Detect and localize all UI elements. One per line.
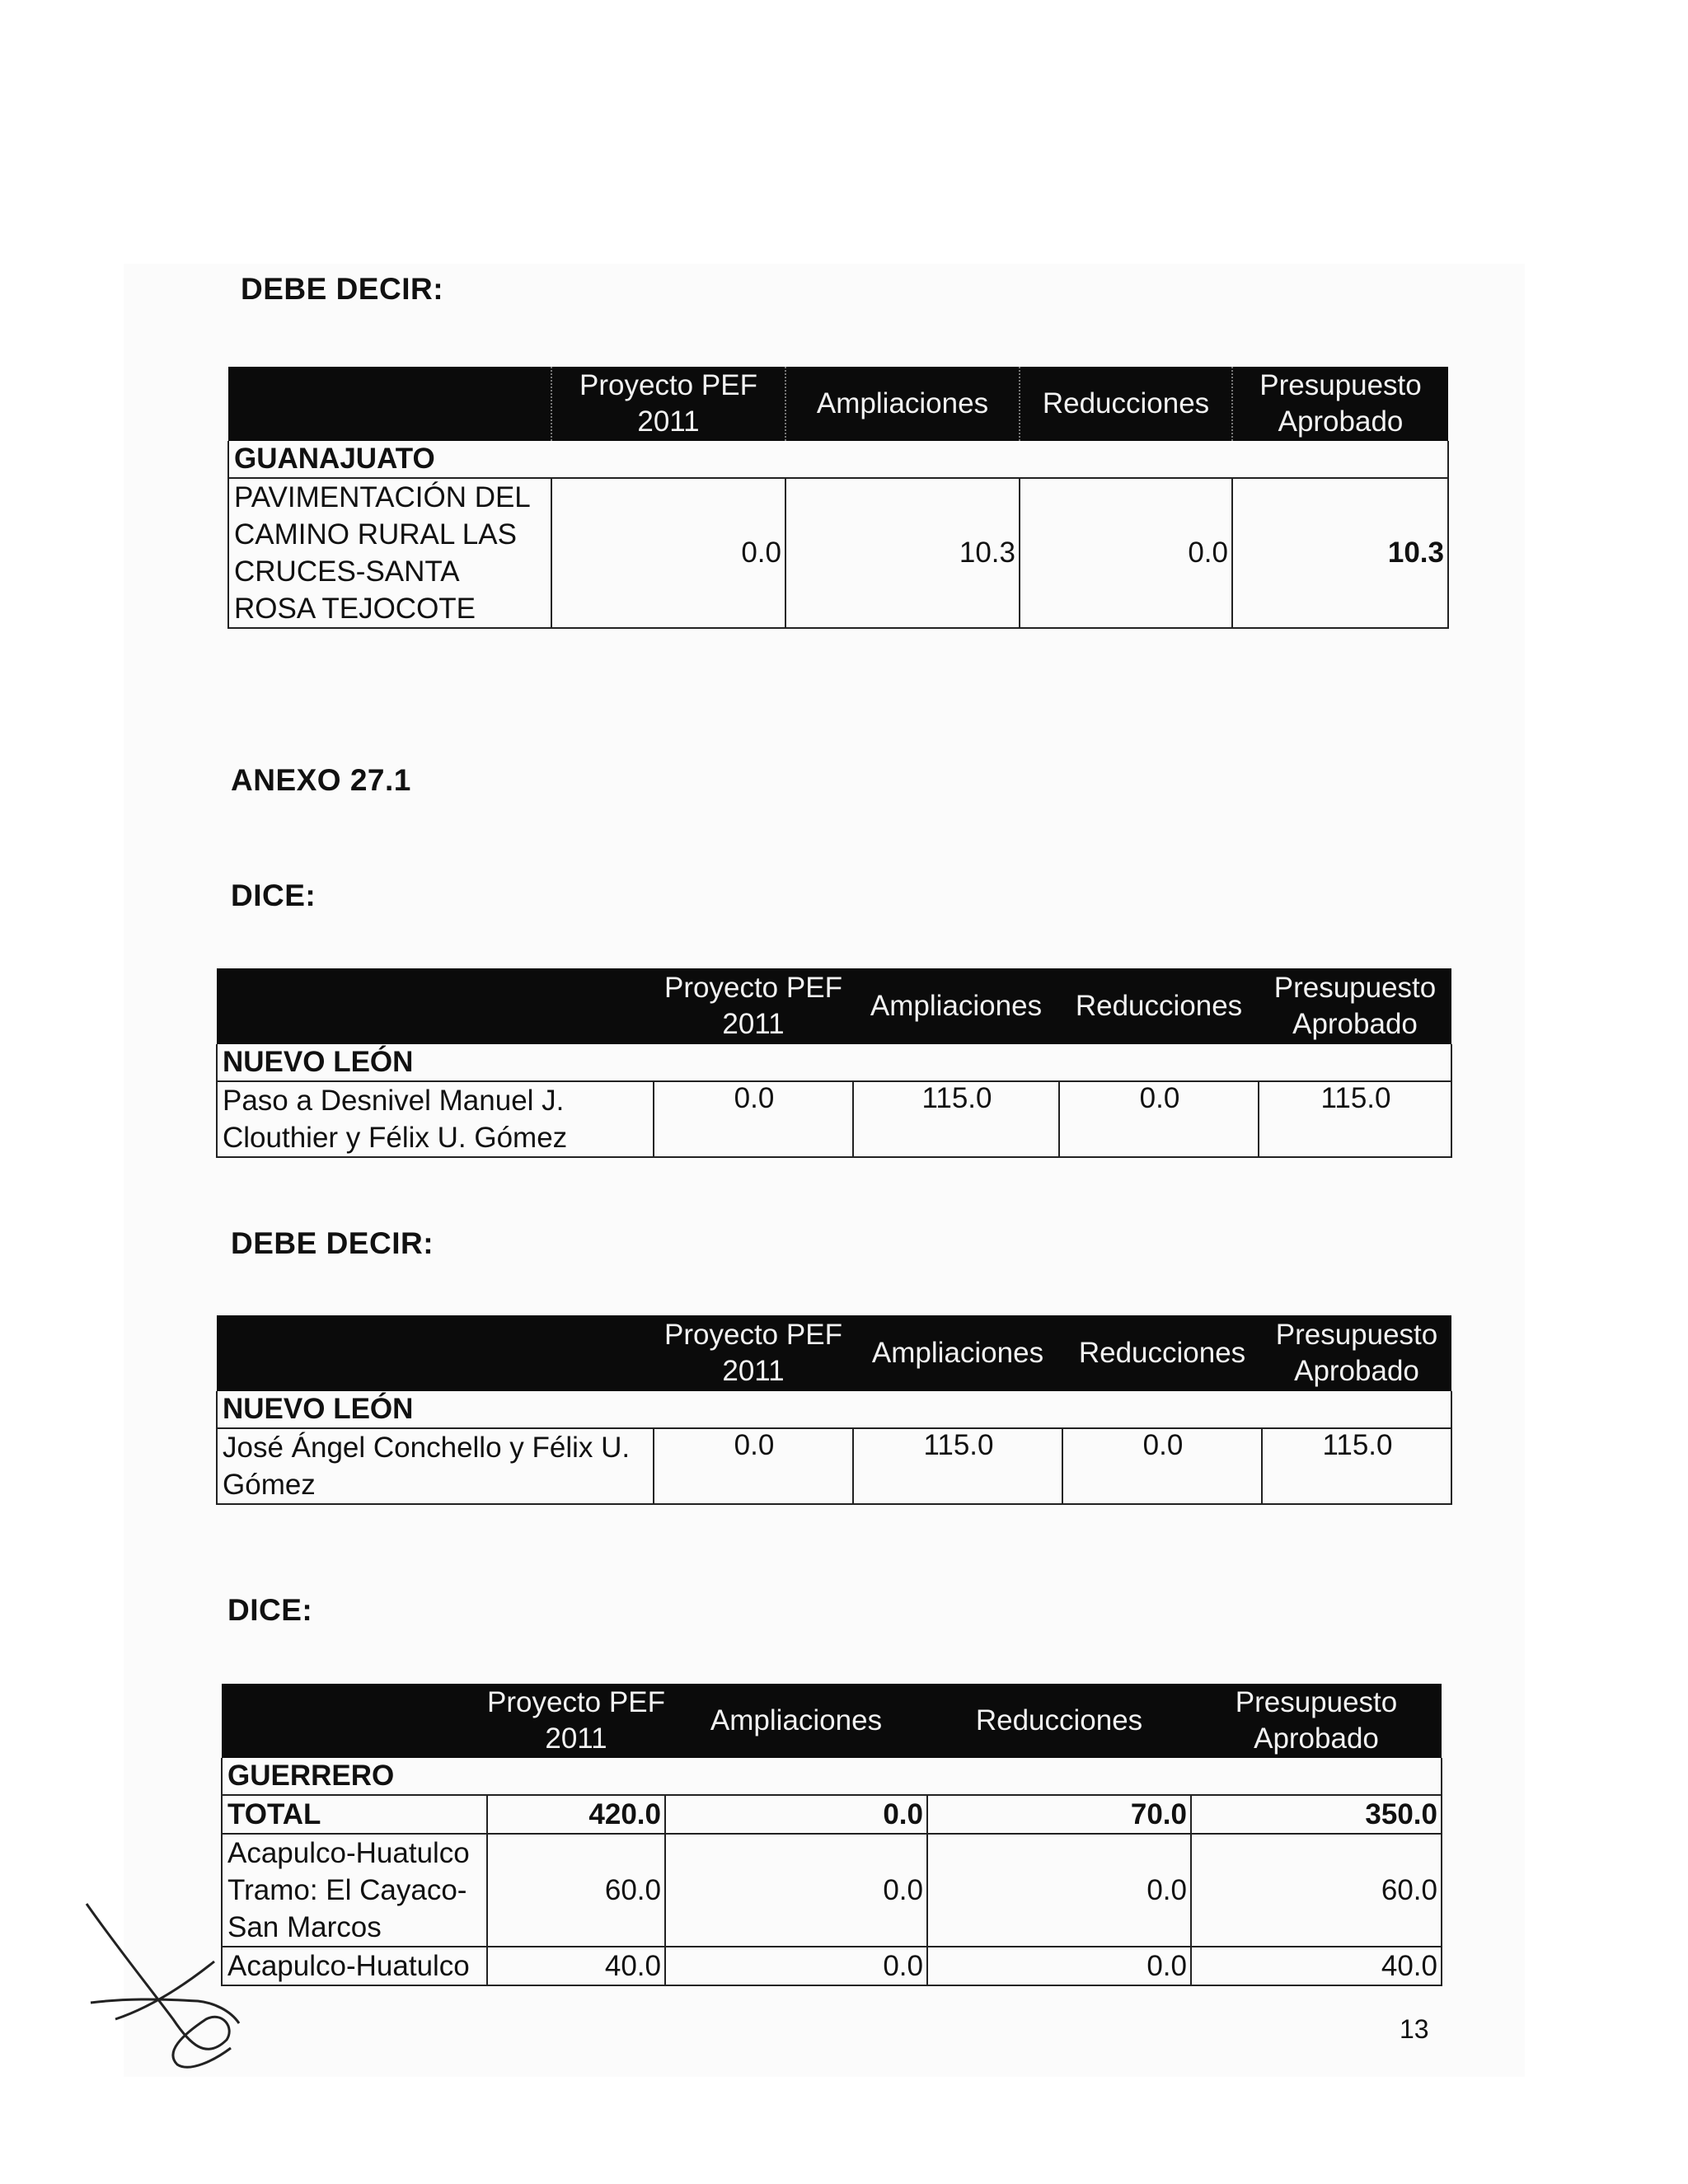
cell-ampliaciones: 115.0 bbox=[853, 1428, 1062, 1504]
state-row bbox=[217, 1391, 1451, 1428]
cell-proyecto: 0.0 bbox=[654, 1428, 853, 1504]
table-row bbox=[217, 1428, 1451, 1504]
cell-presupuesto: 10.3 bbox=[1232, 478, 1448, 628]
column-header-ampliaciones: Ampliaciones bbox=[853, 968, 1059, 1044]
cell-reducciones: 0.0 bbox=[1062, 1428, 1262, 1504]
column-header-reducciones: Reducciones bbox=[927, 1684, 1191, 1758]
table-row bbox=[228, 478, 1448, 628]
cell-reducciones: 0.0 bbox=[1020, 478, 1232, 628]
column-header-reducciones: Reducciones bbox=[1059, 968, 1259, 1044]
budget-table-guerrero bbox=[221, 1684, 1442, 1986]
header-blank bbox=[217, 968, 654, 1044]
section-heading-dice: DICE: bbox=[231, 879, 316, 912]
row-name: TOTAL bbox=[222, 1795, 487, 1834]
cell-proyecto: 60.0 bbox=[487, 1834, 665, 1947]
cell-proyecto: 0.0 bbox=[551, 478, 785, 628]
table-header-row bbox=[222, 1684, 1442, 1758]
table-row bbox=[217, 1081, 1451, 1157]
cell-proyecto: 40.0 bbox=[487, 1947, 665, 1985]
table-row bbox=[222, 1947, 1442, 1985]
cell-ampliaciones: 115.0 bbox=[853, 1081, 1059, 1157]
table-header-row bbox=[228, 367, 1448, 441]
row-name: Paso a Desnivel Manuel J. Clouthier y Félix U. Gómez bbox=[217, 1081, 654, 1157]
header-blank bbox=[217, 1315, 654, 1391]
section-heading-debe-decir: DEBE DECIR: bbox=[241, 272, 444, 306]
column-header-reducciones: Reducciones bbox=[1062, 1315, 1262, 1391]
state-label: GUERRERO bbox=[222, 1758, 1442, 1795]
column-header-ampliaciones: Ampliaciones bbox=[665, 1684, 927, 1758]
annex-title: ANEXO 27.1 bbox=[231, 763, 411, 797]
table-row bbox=[222, 1834, 1442, 1947]
cell-reducciones: 0.0 bbox=[927, 1947, 1191, 1985]
table-header-row bbox=[217, 968, 1451, 1044]
state-row bbox=[228, 441, 1448, 478]
section-heading-debe-decir: DEBE DECIR: bbox=[231, 1226, 434, 1260]
column-header-proyecto: Proyecto PEF 2011 bbox=[654, 1315, 853, 1391]
column-header-ampliaciones: Ampliaciones bbox=[853, 1315, 1062, 1391]
cell-presupuesto: 40.0 bbox=[1191, 1947, 1442, 1985]
column-header-presupuesto: Presupuesto Aprobado bbox=[1191, 1684, 1442, 1758]
row-name: José Ángel Conchello y Félix U. Gómez bbox=[217, 1428, 654, 1504]
cell-ampliaciones: 0.0 bbox=[665, 1834, 927, 1947]
signature-mark bbox=[82, 1896, 247, 2077]
cell-ampliaciones: 10.3 bbox=[785, 478, 1020, 628]
cell-reducciones: 0.0 bbox=[927, 1834, 1191, 1947]
column-header-proyecto: Proyecto PEF 2011 bbox=[551, 367, 785, 441]
cell-ampliaciones: 0.0 bbox=[665, 1795, 927, 1834]
budget-table-nuevo-leon-debe-decir bbox=[216, 1315, 1452, 1505]
state-label: NUEVO LEÓN bbox=[217, 1044, 1451, 1081]
header-blank bbox=[228, 367, 551, 441]
cell-presupuesto: 60.0 bbox=[1191, 1834, 1442, 1947]
column-header-presupuesto: Presupuesto Aprobado bbox=[1259, 968, 1451, 1044]
column-header-proyecto: Proyecto PEF 2011 bbox=[487, 1684, 665, 1758]
state-row bbox=[217, 1044, 1451, 1081]
budget-table-guanajuato bbox=[227, 367, 1449, 629]
state-label: GUANAJUATO bbox=[228, 441, 1448, 478]
column-header-reducciones: Reducciones bbox=[1020, 367, 1232, 441]
section-heading-dice: DICE: bbox=[227, 1593, 313, 1627]
column-header-presupuesto: Presupuesto Aprobado bbox=[1232, 367, 1448, 441]
cell-presupuesto: 115.0 bbox=[1259, 1081, 1451, 1157]
row-name: Acapulco-Huatulco bbox=[222, 1947, 487, 1985]
cell-presupuesto: 350.0 bbox=[1191, 1795, 1442, 1834]
column-header-presupuesto: Presupuesto Aprobado bbox=[1262, 1315, 1451, 1391]
state-row bbox=[222, 1758, 1442, 1795]
table-header-row bbox=[217, 1315, 1451, 1391]
column-header-proyecto: Proyecto PEF 2011 bbox=[654, 968, 853, 1044]
cell-proyecto: 420.0 bbox=[487, 1795, 665, 1834]
page-number: 13 bbox=[1400, 2014, 1429, 2044]
row-name: PAVIMENTACIÓN DEL CAMINO RURAL LAS CRUCES-SANTA ROSA TEJOCOTE bbox=[228, 478, 551, 628]
cell-reducciones: 0.0 bbox=[1059, 1081, 1259, 1157]
cell-ampliaciones: 0.0 bbox=[665, 1947, 927, 1985]
cell-proyecto: 0.0 bbox=[654, 1081, 853, 1157]
row-name: Acapulco-Huatulco Tramo: El Cayaco-San Marcos bbox=[222, 1834, 487, 1947]
state-label: NUEVO LEÓN bbox=[217, 1391, 1451, 1428]
cell-reducciones: 70.0 bbox=[927, 1795, 1191, 1834]
budget-table-nuevo-leon-dice bbox=[216, 968, 1452, 1158]
cell-presupuesto: 115.0 bbox=[1262, 1428, 1451, 1504]
column-header-ampliaciones: Ampliaciones bbox=[785, 367, 1020, 441]
header-blank bbox=[222, 1684, 487, 1758]
table-row-total bbox=[222, 1795, 1442, 1834]
